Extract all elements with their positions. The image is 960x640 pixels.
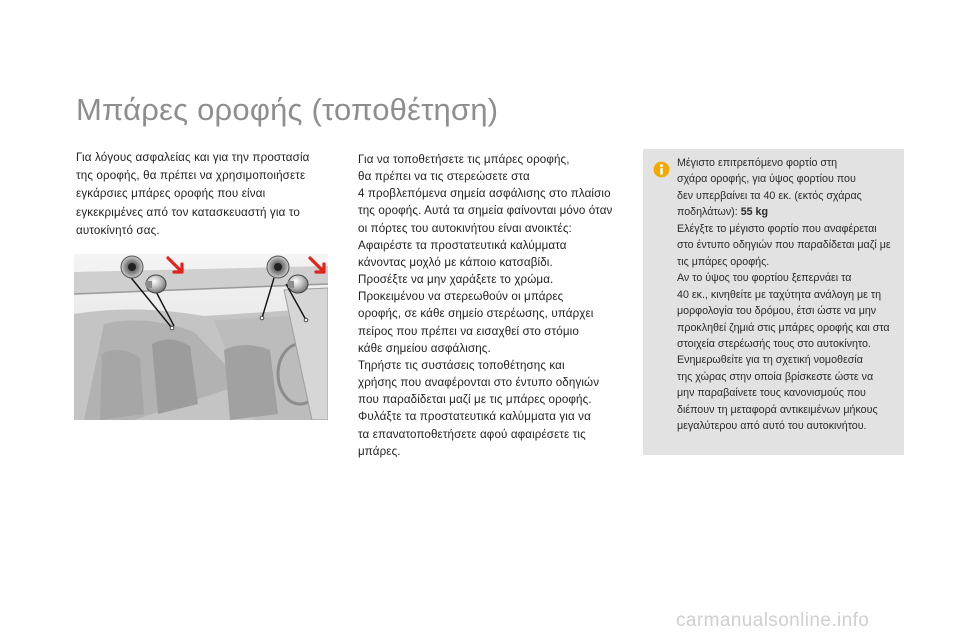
watermark: carmanualsonline.info: [676, 610, 870, 631]
max-load-label: ποδηλάτων):: [677, 206, 741, 219]
text-line: μορφολογία του δρόμου, έτσι ώστε να μην: [677, 305, 877, 318]
max-load-info-text: [677, 155, 901, 435]
text-line: Τηρήστε τις συστάσεις τοποθέτησης και: [358, 358, 565, 372]
instructions-paragraph: [358, 151, 620, 460]
text-line: της χώρας στην οποία βρίσκεστε ώστε να: [677, 370, 874, 383]
text-line: Αν το ύψος του φορτίου ξεπερνάει τα: [677, 272, 852, 285]
max-load-value: 55 kg: [740, 206, 769, 219]
text-line: προκληθεί ζημιά στις μπάρες οροφής και στα: [677, 321, 890, 334]
text-line: 4 προβλεπόμενα σημεία ασφάλισης στο πλαίσιο: [358, 187, 611, 201]
text-line: μεγαλύτερου από αυτό του αυτοκινήτου.: [677, 420, 867, 433]
text-line: Προκειμένου να στερεωθούν οι μπάρες: [358, 290, 564, 304]
max-load-info-box: [643, 149, 904, 455]
info-icon: [653, 161, 670, 178]
text-line: Μέγιστο επιτρεπόμενο φορτίο στη: [677, 157, 838, 169]
text-line: δεν υπερβαίνει τα 40 εκ. (εκτός σχάρας: [677, 189, 862, 202]
text-line: της οροφής, θα πρέπει να χρησιμοποιήσετε: [76, 169, 306, 183]
text-line: εγκάρσιες μπάρες οροφής που είναι: [76, 187, 266, 201]
text-line: κάνοντας μοχλό με κάποιο κατσαβίδι.: [358, 255, 553, 269]
text-line: της οροφής. Αυτά τα σημεία φαίνονται μόνο όταν: [358, 204, 613, 218]
text-line: τα επανατοποθετήσετε αφού αφαιρέσετε τις: [358, 427, 586, 441]
roof-bar-fixing-illustration: [74, 254, 328, 420]
intro-paragraph: [76, 149, 326, 240]
text-line: πείρος που πρέπει να εισαχθεί στο στόμιο: [358, 324, 579, 338]
text-line: οροφής, σε κάθε σημείο στερέωσης, υπάρχει: [358, 307, 594, 321]
text-line: μην παραβαίνετε τους κανονισμούς που: [677, 387, 866, 400]
text-line: [677, 204, 901, 220]
text-line: Προσέξτε να μην χαράξετε το χρώμα.: [358, 273, 554, 287]
text-line: σχάρα οροφής, για ύψος φορτίου που: [677, 173, 856, 186]
text-line: χρήσης που αναφέρονται στο έντυπο οδηγιών: [358, 376, 600, 390]
text-line: οι πόρτες του αυτοκινήτου είναι ανοικτές:: [358, 221, 572, 235]
text-line: που παραδίδεται μαζί με τις μπάρες οροφής.: [358, 393, 592, 407]
text-line: 40 εκ., κινηθείτε με ταχύτητα ανάλογη με τη: [677, 288, 882, 301]
text-line: αυτοκίνητό σας.: [76, 223, 160, 237]
text-line: Για λόγους ασφαλείας και για την προστασία: [76, 151, 310, 164]
text-line: διέπουν τη μεταφορά αντικειμένων μήκους: [677, 403, 878, 416]
text-line: μπάρες.: [358, 444, 401, 458]
text-line: στο έντυπο οδηγιών που παραδίδεται μαζί με: [677, 239, 891, 252]
text-line: Φυλάξτε τα προστατευτικά καλύμματα για να: [358, 410, 591, 424]
text-line: Αφαιρέστε τα προστατευτικά καλύμματα: [358, 238, 567, 252]
text-line: κάθε σημείου ασφάλισης.: [358, 341, 491, 355]
text-line: Για να τοποθετήσετε τις μπάρες οροφής,: [358, 153, 570, 166]
car-interior-illustration-icon: [74, 254, 328, 420]
text-line: Ενημερωθείτε για τη σχετική νομοθεσία: [677, 354, 863, 367]
text-line: στοιχεία στερέωσής τους στο αυτοκίνητο.: [677, 337, 871, 350]
text-line: θα πρέπει να τις στερεώσετε στα: [358, 170, 530, 184]
text-line: τις μπάρες οροφής.: [677, 255, 770, 268]
page-title: Μπάρες οροφής (τοποθέτηση): [76, 92, 499, 127]
text-line: εγκεκριμένες από τον κατασκευαστή για το: [76, 205, 300, 219]
text-line: Ελέγξτε το μέγιστο φορτίο που αναφέρεται: [677, 222, 877, 235]
